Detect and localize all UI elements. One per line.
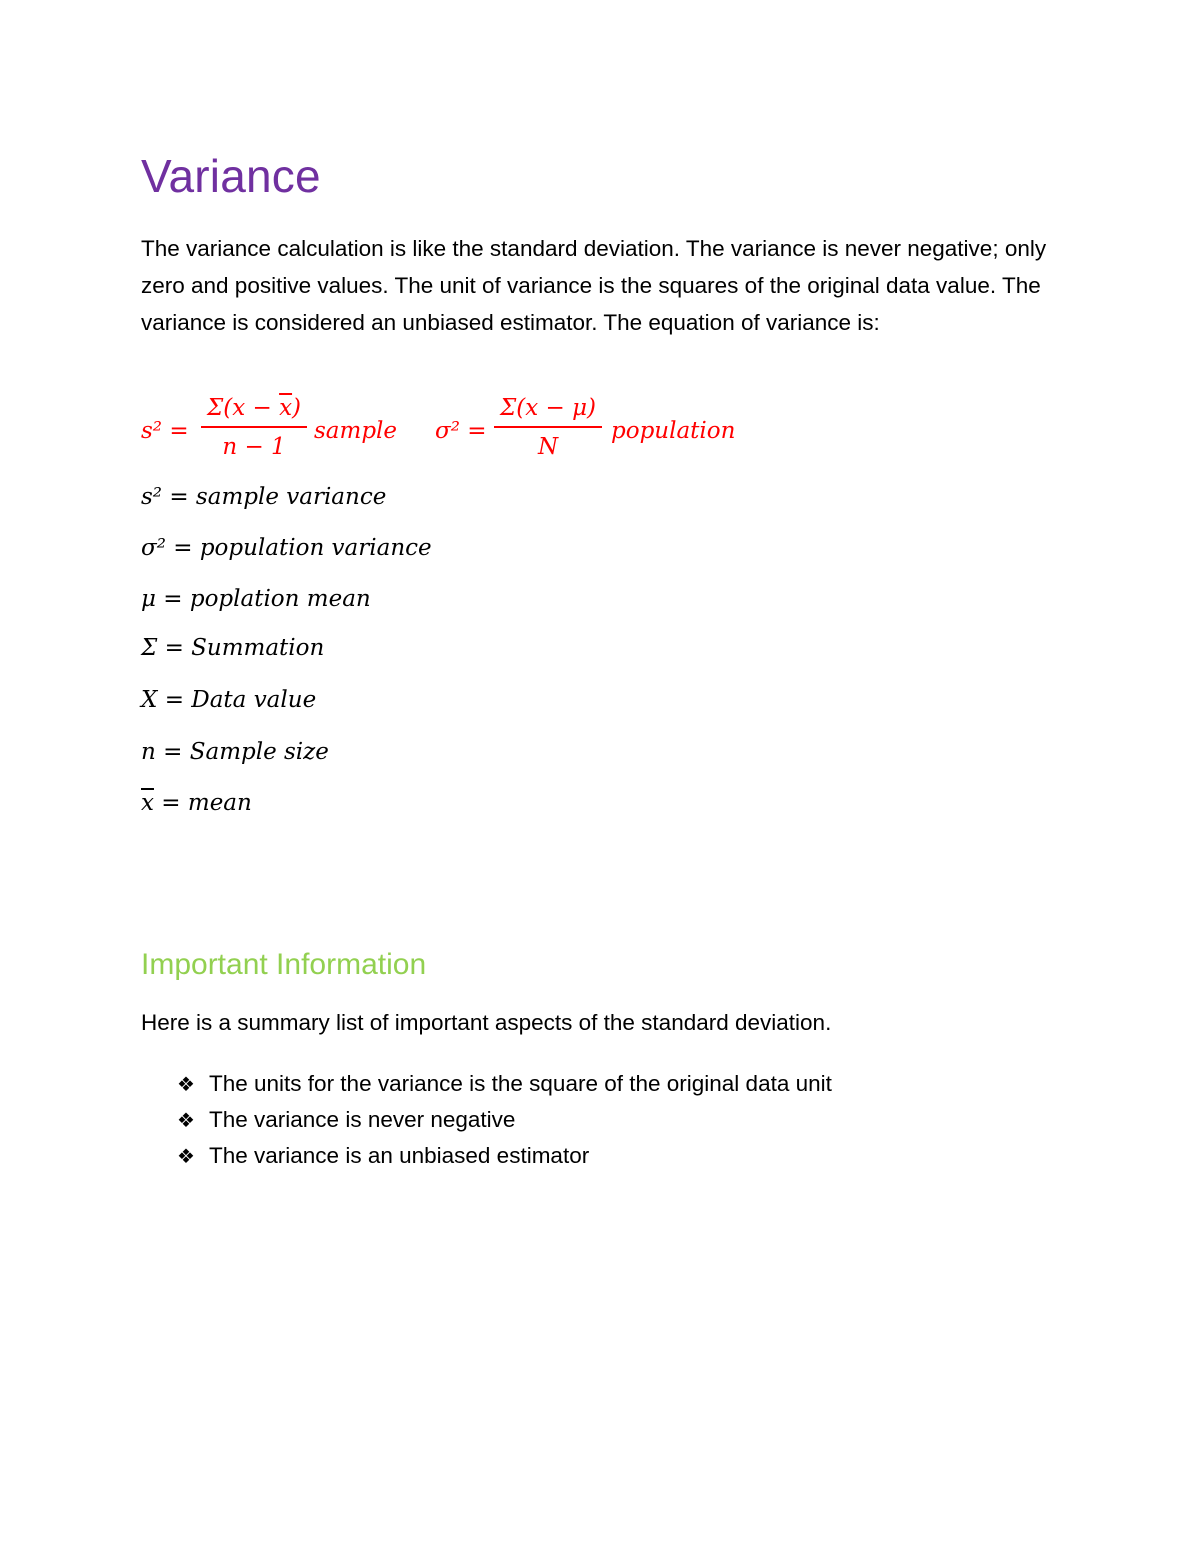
important-information-heading: Important Information <box>141 948 427 981</box>
summary-bullet-list <box>177 1066 832 1174</box>
sample-fraction <box>201 392 307 463</box>
population-denominator: N <box>537 434 559 460</box>
definition-symbol: Σ <box>141 635 158 661</box>
page-title: Variance <box>141 150 321 202</box>
definition-symbol: X <box>141 687 158 713</box>
population-equation-lhs: σ² = <box>435 418 487 444</box>
definition-text: = population variance <box>173 535 432 561</box>
definition-symbol: s² <box>141 484 163 510</box>
diamond-bullet-icon: ❖ <box>177 1108 195 1132</box>
sample-equation-lhs: s² = <box>141 418 189 444</box>
x-bar-symbol: $\overline{x}$ <box>141 790 154 816</box>
sample-label: sample <box>314 418 398 444</box>
list-item: ❖ The units for the variance is the square of the original data unit <box>177 1066 832 1102</box>
sample-denominator: n − 1 <box>222 434 286 460</box>
definition-text: = Summation <box>164 635 325 661</box>
definition-symbol: n <box>141 739 156 765</box>
definition-summation <box>141 632 324 664</box>
sample-fraction-bar <box>201 426 307 428</box>
list-item: ❖ The variance is an unbiased estimator <box>177 1138 832 1174</box>
intro-paragraph: The variance calculation is like the standard deviation. The variance is never negative; only zero and positive values. The unit of variance is the squares of the original data value. The variance is considered an unbiased estimator. The equation of variance is: <box>141 236 1047 335</box>
definition-symbol: μ <box>141 586 156 612</box>
definition-sample-size <box>141 736 329 768</box>
sample-numerator: $\Sigma(x - \overline{x})$ <box>206 395 302 421</box>
definition-data-value <box>141 684 316 716</box>
definition-text: = Sample size <box>163 739 329 765</box>
diamond-bullet-icon: ❖ <box>177 1144 195 1168</box>
definition-text: = mean <box>161 790 252 816</box>
definition-population-mean <box>141 583 371 615</box>
definition-text: = sample variance <box>169 484 387 510</box>
definition-mean <box>141 787 252 819</box>
definition-text: = poplation mean <box>163 586 371 612</box>
diamond-bullet-icon: ❖ <box>177 1072 195 1096</box>
population-numerator: Σ(x − μ) <box>499 395 597 421</box>
list-item: ❖ The variance is never negative <box>177 1102 832 1138</box>
population-fraction <box>494 392 602 463</box>
summary-paragraph: Here is a summary list of important aspects of the standard deviation. <box>141 1010 832 1035</box>
variance-equations <box>141 392 841 472</box>
definition-symbol: σ² <box>141 535 166 561</box>
definition-text: = Data value <box>164 687 317 713</box>
population-label: population <box>611 418 736 444</box>
definition-sample-variance <box>141 481 386 513</box>
population-fraction-bar <box>494 426 602 428</box>
definition-population-variance <box>141 532 432 564</box>
x-bar-symbol: $\overline{x}$ <box>279 395 293 421</box>
